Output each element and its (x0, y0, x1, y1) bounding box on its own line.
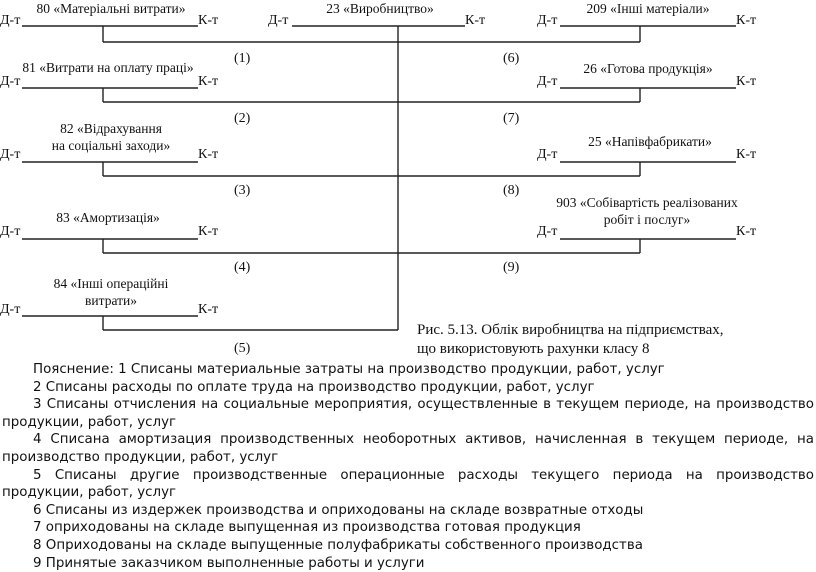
account-23 (268, 1, 485, 28)
note-line: 4 Списана амортизация производственных необоротных активов, начисленная в текущем периоде, на производство продукции, работ, услуг (2, 432, 814, 465)
note-line: 5 Списаны другие производственные операционные расходы текущего периода на производство продукции, работ, услуг (2, 467, 814, 501)
account-title: 26 «Готова продукція» (583, 61, 713, 76)
operation-number: (9) (503, 260, 520, 275)
account-title: 209 «Інші матеріали» (586, 1, 710, 16)
account-title: 903 «Собівартість реалізованих (556, 195, 738, 210)
account-209 (537, 1, 756, 28)
note-line: 6 Списаны из издержек производства и оприходованы на складе возвратные отходы (33, 502, 644, 518)
account-82 (0, 121, 218, 162)
caption-line: Рис. 5.13. Облік виробництва на підприємствах, (417, 322, 724, 338)
note-line: 7 оприходованы на складе выпущенная из производства готовая продукция (33, 520, 581, 536)
credit-label: К-т (736, 13, 757, 28)
account-83 (0, 210, 218, 239)
credit-label: К-т (198, 224, 219, 239)
figure-caption (417, 322, 723, 357)
operation-number: (7) (503, 111, 520, 126)
operation-number: (3) (234, 183, 251, 198)
account-84 (0, 276, 218, 317)
debit-label: Д-т (0, 224, 21, 239)
debit-label: Д-т (537, 13, 558, 28)
debit-label: Д-т (0, 147, 21, 162)
debit-label: Д-т (0, 302, 21, 317)
note-line: 8 Оприходованы на складе выпущенные полуфабрикаты собственного производства (33, 537, 643, 553)
account-title: 82 «Відрахування (60, 121, 162, 136)
credit-label: К-т (198, 13, 219, 28)
account-80 (0, 1, 218, 28)
credit-label: К-т (198, 74, 219, 89)
debit-label: Д-т (0, 13, 21, 28)
credit-label: К-т (198, 302, 219, 317)
account-title: витрати» (85, 293, 137, 308)
debit-label: Д-т (268, 13, 289, 28)
account-title: 23 «Виробництво» (326, 1, 434, 16)
credit-label: К-т (736, 147, 757, 162)
caption-line: що використовують рахунки класу 8 (417, 341, 650, 357)
debit-label: Д-т (537, 224, 558, 239)
account-26 (537, 61, 756, 89)
note-line: Пояснение: 1 Списаны материальные затраты на производство продукции, работ, услуг (33, 362, 665, 377)
operation-number: (5) (234, 341, 251, 356)
account-title: 80 «Матеріальні витрати» (36, 1, 186, 16)
note-line: 3 Списаны отчисления на социальные мероприятия, осуществленные в текущем периоде, на производство продукции, работ, услуг (2, 397, 814, 430)
account-title: 83 «Амортизація» (56, 210, 160, 225)
debit-label: Д-т (537, 74, 558, 89)
account-903 (537, 195, 756, 239)
credit-label: К-т (736, 74, 757, 89)
operation-numbers (234, 51, 520, 356)
credit-label: К-т (465, 13, 486, 28)
account-title: 25 «Напівфабрикати» (588, 134, 712, 149)
operation-number: (6) (503, 51, 520, 66)
account-title: 81 «Витрати на оплату праці» (22, 60, 194, 75)
credit-label: К-т (736, 224, 757, 239)
account-25 (537, 134, 756, 162)
operation-number: (2) (234, 111, 251, 126)
explanation-notes (2, 361, 814, 572)
account-title: робіт і послуг» (603, 212, 691, 227)
note-line: 2 Списаны расходы по оплате труда на производство продукции, работ, услуг (33, 379, 595, 395)
operation-number: (8) (503, 183, 520, 198)
debit-label: Д-т (537, 147, 558, 162)
debit-label: Д-т (0, 74, 21, 89)
account-title: 84 «Інші операційні (53, 276, 169, 291)
operation-number: (4) (234, 260, 251, 275)
account-title: на соціальні заходи» (51, 138, 171, 153)
account-81 (0, 60, 218, 89)
note-line: 9 Принятые заказчиком выполненные работы и услуги (33, 555, 425, 571)
credit-label: К-т (198, 147, 219, 162)
operation-number: (1) (234, 51, 251, 66)
